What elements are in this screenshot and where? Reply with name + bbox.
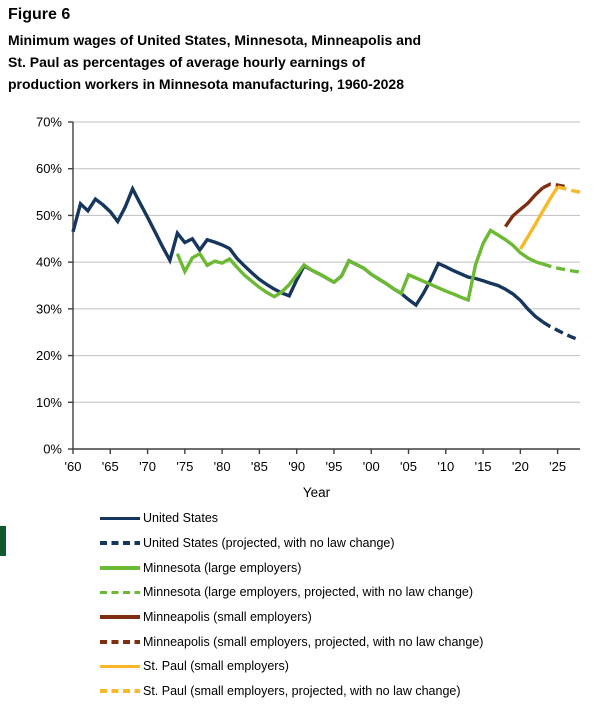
legend-label: United States (projected, with no law change) xyxy=(143,536,395,551)
x-axis-title: Year xyxy=(302,485,331,500)
x-tick-label: '15 xyxy=(474,459,492,474)
legend-label: Minnesota (large employers, projected, with no law change) xyxy=(143,585,474,600)
chart-legend xyxy=(100,506,580,704)
legend-item xyxy=(100,580,580,605)
y-tick-label: 60% xyxy=(35,161,62,177)
x-tick-label: '95 xyxy=(325,459,343,474)
x-tick-label: '65 xyxy=(101,459,119,474)
legend-item xyxy=(100,605,580,630)
legend-item xyxy=(100,654,580,679)
legend-item xyxy=(100,531,580,556)
series-st-paul-projected xyxy=(558,187,580,192)
legend-item xyxy=(100,679,580,704)
figure-title-line: production workers in Minnesota manufacturing, 1960-2028 xyxy=(8,76,404,92)
figure-header xyxy=(8,4,568,95)
legend-item xyxy=(100,629,580,654)
y-tick-label: 0% xyxy=(43,441,62,457)
legend-item xyxy=(100,506,580,531)
y-tick-label: 20% xyxy=(35,348,62,364)
x-tick-label: '05 xyxy=(400,459,417,474)
legend-item xyxy=(100,555,580,580)
series-united-states-projected xyxy=(543,322,580,340)
legend-dashed-line-swatch xyxy=(100,591,140,595)
x-tick-label: '80 xyxy=(213,459,231,474)
legend-label: St. Paul (small employers) xyxy=(143,659,289,674)
y-tick-label: 10% xyxy=(35,394,62,410)
left-edge-artifact xyxy=(0,526,6,556)
legend-line-swatch xyxy=(100,665,140,669)
y-tick-label: 70% xyxy=(35,114,62,130)
y-tick-label: 50% xyxy=(35,207,62,223)
series-minnesota xyxy=(177,230,542,300)
x-tick-label: '10 xyxy=(437,459,455,474)
figure-title-line: St. Paul as percentages of average hourly earnings of xyxy=(8,54,366,70)
series-united-states xyxy=(73,189,543,322)
legend-line-swatch xyxy=(100,566,140,570)
legend-label: United States xyxy=(143,511,219,526)
x-tick-label: '20 xyxy=(511,459,529,474)
figure-title xyxy=(8,29,568,95)
legend-label: St. Paul (small employers, projected, with no law change) xyxy=(143,684,461,699)
legend-dashed-line-swatch xyxy=(100,689,140,693)
x-tick-label: '70 xyxy=(139,459,157,474)
y-tick-label: 30% xyxy=(35,301,62,317)
legend-line-swatch xyxy=(100,615,140,619)
legend-line-swatch xyxy=(100,517,140,521)
series-minnesota-projected xyxy=(543,264,580,272)
x-tick-label: '25 xyxy=(549,459,567,474)
x-tick-label: '00 xyxy=(362,459,380,474)
y-tick-label: 40% xyxy=(35,254,62,270)
figure-number: Figure 6 xyxy=(8,6,71,23)
x-tick-label: '85 xyxy=(250,459,268,474)
figure-title-line: Minimum wages of United States, Minnesota, Minneapolis and xyxy=(8,32,422,48)
x-tick-label: '60 xyxy=(64,459,82,474)
legend-label: Minneapolis (small employers) xyxy=(143,610,312,625)
legend-label: Minnesota (large employers) xyxy=(143,560,302,575)
x-tick-label: '75 xyxy=(176,459,194,474)
series-st-paul xyxy=(520,187,557,249)
legend-dashed-line-swatch xyxy=(100,640,140,644)
legend-label: Minneapolis (small employers, projected, with no law change) xyxy=(143,634,484,649)
legend-dashed-line-swatch xyxy=(100,541,140,545)
x-tick-label: '90 xyxy=(288,459,306,474)
